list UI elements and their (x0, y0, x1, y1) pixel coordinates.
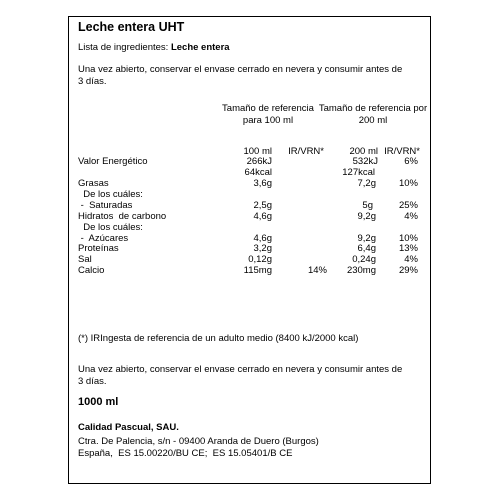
row-value-100: 3,2g (253, 243, 272, 254)
row-value-200: 230mg (346, 265, 376, 276)
col-header-irvrn-1: IR/VRN* (288, 146, 324, 157)
row-value-100: 4,6g (253, 233, 272, 244)
row-label: Hidratos de carbono (78, 211, 167, 222)
row-label: Valor Energético (78, 156, 148, 167)
header-ref100 (218, 103, 318, 127)
conservation-text-top: Una vez abierto, conservar el envase cerrado en nevera y consumir antes de 3 días. (78, 64, 403, 87)
footnote: (*) IRIngesta de referencia de un adulto medio (8400 kJ/2000 kcal) (78, 333, 359, 344)
row-ir-200: 29% (398, 265, 418, 276)
row-value-100: 4,6g (253, 211, 272, 222)
row-value-100: 64kcal (244, 167, 272, 178)
row-ir-200: 6% (404, 156, 418, 167)
ingredients-label: Lista de ingredientes: (78, 42, 169, 53)
row-value-200: 9,2g (357, 233, 376, 244)
row-value-100: 115mg (243, 265, 272, 276)
product-title: Leche entera UHT (78, 20, 185, 34)
row-label: - Azúcares (78, 233, 129, 244)
row-ir-200: 10% (398, 178, 418, 189)
row-label: Grasas (78, 178, 109, 189)
row-value-200: 9,2g (357, 211, 376, 222)
volume: 1000 ml (78, 396, 119, 408)
row-label: Sal (78, 254, 92, 265)
row-value-200: 0,24g (352, 254, 376, 265)
row-value-100: 3,6g (253, 178, 272, 189)
row-value-200: 127kcal (342, 167, 375, 178)
ingredients-value: Leche entera (170, 42, 230, 53)
row-ir-200: 4% (404, 211, 418, 222)
row-value-100: 266kJ (246, 156, 272, 167)
row-value-100: 2,5g (253, 200, 272, 211)
row-label: Proteínas (78, 243, 119, 254)
row-ir-200: 10% (398, 233, 418, 244)
row-value-100: 0,12g (248, 254, 272, 265)
row-value-200: 6,4g (357, 243, 376, 254)
row-label: - Saturadas (78, 200, 133, 211)
row-ir-100: 14% (307, 265, 327, 276)
conservation-text-bottom: Una vez abierto, conservar el envase cerrado en nevera y consumir antes de 3 días. (78, 364, 403, 387)
ingredients-line (78, 42, 230, 54)
row-ir-200: 25% (398, 200, 418, 211)
row-label: De los cuáles: (78, 189, 143, 200)
row-ir-200: 4% (404, 254, 418, 265)
header-ref100-line1: Tamaño de referencia (222, 103, 314, 114)
company-name: Calidad Pascual, SAU. (78, 422, 179, 433)
header-ref200-line1: Tamaño de referencia por (318, 103, 428, 114)
row-ir-200: 13% (398, 243, 418, 254)
company-registry: España, ES 15.00220/BU CE; ES 15.05401/B CE (78, 448, 293, 459)
row-label: Calcio (78, 265, 105, 276)
col-header-irvrn-2: IR/VRN* (384, 146, 420, 157)
header-ref100-line2: para 100 ml (242, 115, 294, 126)
company-address: Ctra. De Palencia, s/n - 09400 Aranda de Duero (Burgos) (78, 436, 319, 447)
row-value-200: 7,2g (357, 178, 376, 189)
col-header-200ml: 200 ml (349, 146, 378, 157)
header-ref200-line2: 200 ml (358, 115, 388, 126)
header-ref200 (318, 103, 428, 127)
col-header-100ml: 100 ml (243, 146, 272, 157)
row-value-200: 5g (362, 200, 373, 211)
row-value-200: 532kJ (352, 156, 378, 167)
row-label: De los cuáles: (78, 222, 143, 233)
